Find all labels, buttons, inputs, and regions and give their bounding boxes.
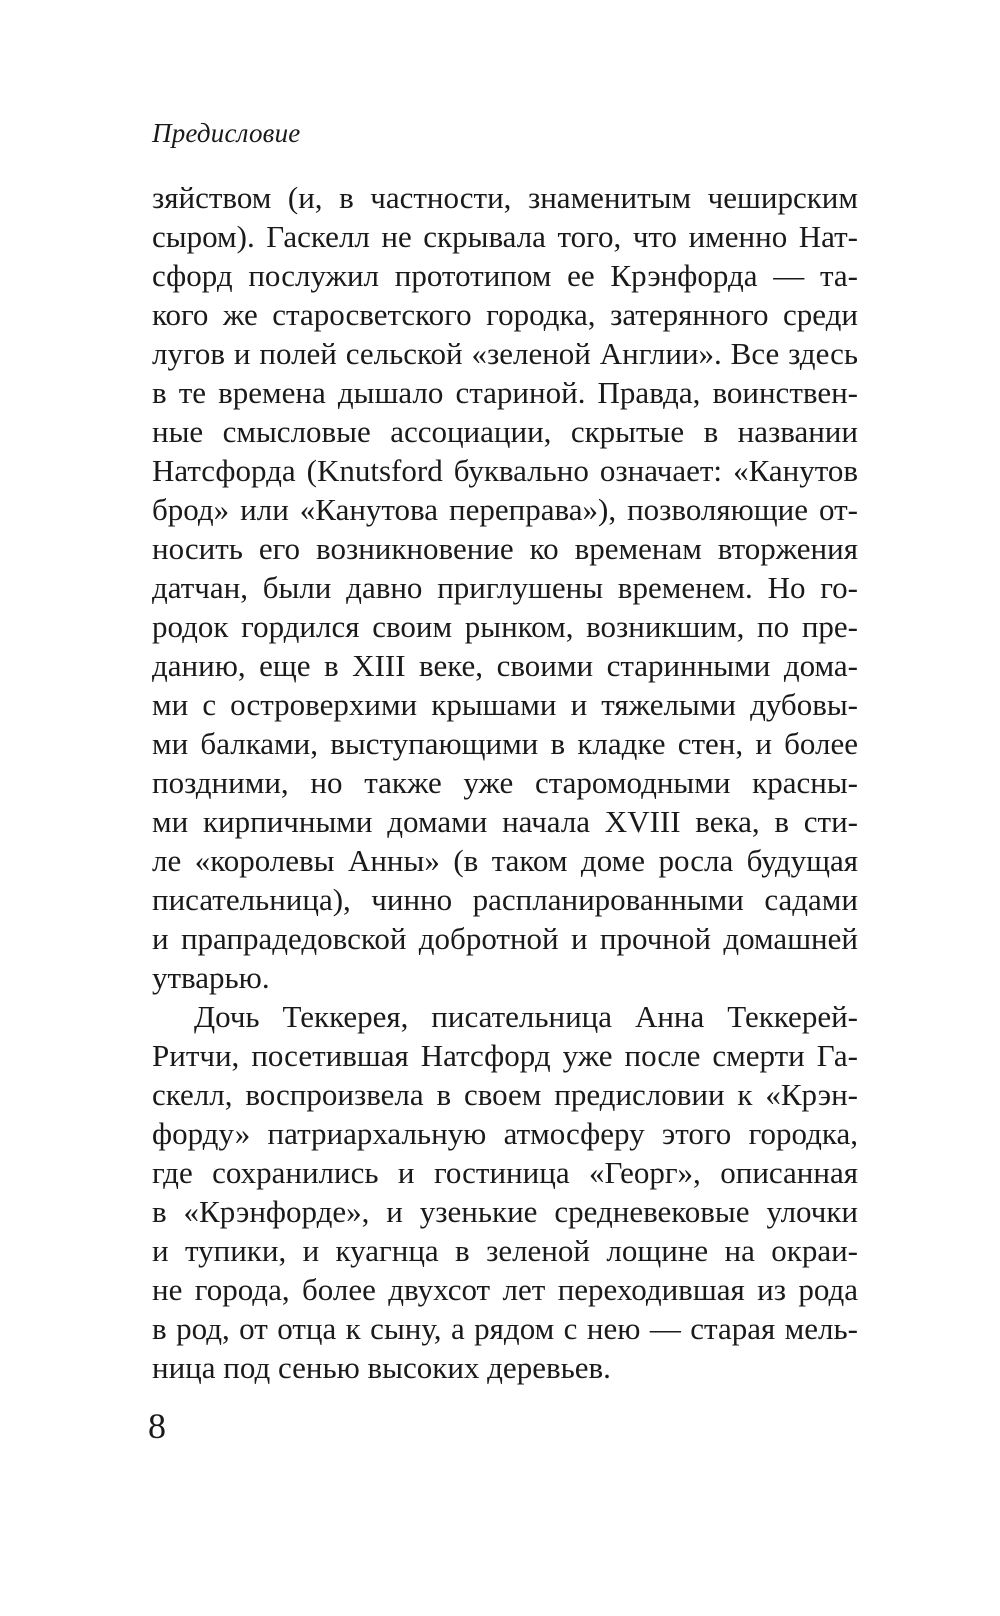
text-line: брод» или «Канутова переправа»), позволяющие от-	[152, 492, 858, 527]
text-line: родок гордился своим рынком, возникшим, по пре-	[152, 609, 858, 644]
text-line: и тупики, и куагнца в зеленой лощине на окраи-	[152, 1233, 858, 1268]
text-line: сфорд послужил прототипом ее Крэнфорда — та-	[152, 258, 858, 293]
text-line: в род, от отца к сыну, а рядом с нею — старая мель-	[152, 1311, 858, 1346]
text-line: в «Крэнфорде», и узенькие средневековые улочки	[152, 1194, 858, 1229]
text-line: скелл, воспроизвела в своем предисловии к «Крэн-	[152, 1077, 858, 1112]
text-line: ми балками, выступающими в кладке стен, и более	[152, 726, 858, 761]
text-line: ница под сенью высоких деревьев.	[152, 1350, 611, 1385]
running-head: Предисловие	[152, 118, 301, 148]
text-line: датчан, были давно приглушены временем. Но го-	[152, 570, 858, 605]
text-line: зяйством (и, в частности, знаменитым чеширским	[152, 180, 858, 215]
text-line: где сохранились и гостиница «Георг», описанная	[152, 1155, 858, 1190]
page-number: 8	[148, 1406, 166, 1446]
text-line: поздними, но также уже старомодными красны-	[152, 765, 858, 800]
text-line: Ритчи, посетившая Натсфорд уже после смерти Га-	[152, 1038, 858, 1073]
paragraph	[152, 178, 858, 997]
text-line: Натсфорда (Knutsford буквально означает: «Канутов	[152, 453, 858, 488]
text-line: Дочь Теккерея, писательница Анна Теккерей-	[194, 999, 858, 1034]
text-line: данию, еще в XIII веке, своими старинными дома-	[152, 648, 858, 683]
text-line: ми с островерхими крышами и тяжелыми дубовы-	[152, 687, 858, 722]
text-line: форду» патриархальную атмосферу этого городка,	[152, 1116, 858, 1151]
text-line: носить его возникновение ко временам вторжения	[152, 531, 858, 566]
body-text	[152, 178, 858, 1387]
text-line: ле «королевы Анны» (в таком доме росла будущая	[152, 843, 858, 878]
text-line: ные смысловые ассоциации, скрытые в названии	[152, 414, 858, 449]
text-line: писательница), чинно распланированными садами	[152, 882, 858, 917]
text-line: в те времена дышало стариной. Правда, воинствен-	[152, 375, 858, 410]
paragraph	[152, 997, 858, 1387]
text-line: сыром). Гаскелл не скрывала того, что именно Нат-	[152, 219, 858, 254]
text-line: утварью.	[152, 960, 270, 995]
text-line: кого же старосветского городка, затерянного среди	[152, 297, 858, 332]
text-line: не города, более двухсот лет переходившая из рода	[152, 1272, 858, 1307]
text-line: и прапрадедовской добротной и прочной домашней	[152, 921, 858, 956]
text-line: лугов и полей сельской «зеленой Англии». Все здесь	[152, 336, 858, 371]
text-line: ми кирпичными домами начала XVIII века, в сти-	[152, 804, 858, 839]
